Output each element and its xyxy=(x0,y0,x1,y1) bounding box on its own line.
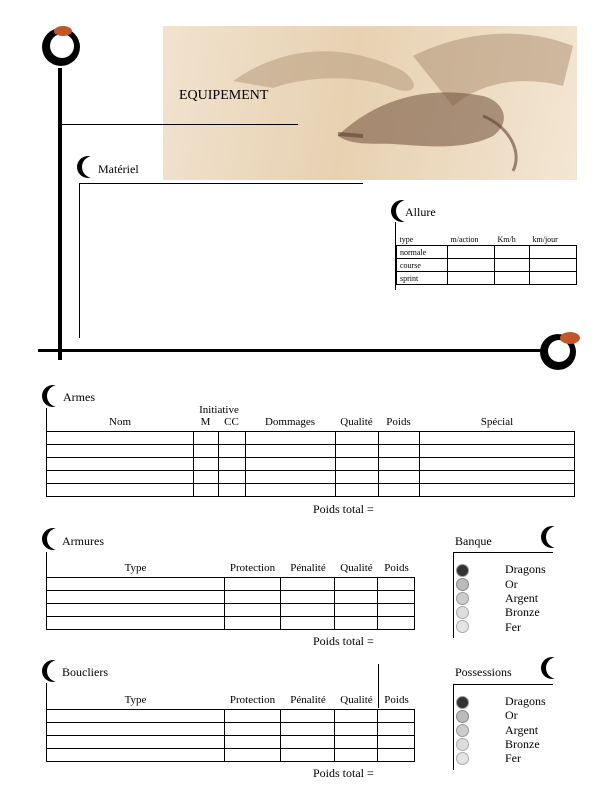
coin-dragons-icon xyxy=(456,564,469,577)
armes-table xyxy=(46,431,575,497)
boucliers-table xyxy=(46,709,415,762)
armures-table xyxy=(46,577,415,630)
title-rule xyxy=(62,124,298,125)
armes-col-cc: CC xyxy=(224,416,239,428)
armes-col-poids: Poids xyxy=(386,416,411,428)
armures-title: Armures xyxy=(62,534,104,548)
allure-row-sprint: sprint xyxy=(397,272,448,285)
armures-col-poids: Poids xyxy=(384,562,409,574)
allure-col-maction: m/action xyxy=(448,233,495,246)
armures-col-qualite: Qualité xyxy=(340,562,373,574)
boucliers-col-poids: Poids xyxy=(384,694,409,706)
coin-bronze-icon xyxy=(456,606,469,619)
allure-col-kmjour: km/jour xyxy=(530,233,577,246)
banque-rule xyxy=(453,552,553,553)
banque-coin-fer: Fer xyxy=(505,620,521,634)
emblem-right xyxy=(538,330,588,374)
armes-col-special: Spécial xyxy=(480,416,514,428)
allure-row-normale: normale xyxy=(397,246,448,259)
materiel-rule xyxy=(79,183,363,184)
banque-coin-or: Or xyxy=(505,577,518,591)
coin-dragons-icon xyxy=(456,696,469,709)
possessions-rule xyxy=(453,684,553,685)
banque-coin-argent: Argent xyxy=(505,591,539,605)
possessions-coin-argent: Argent xyxy=(505,723,539,737)
materiel-bar xyxy=(79,183,80,338)
allure-table xyxy=(396,233,577,285)
banque-title: Banque xyxy=(455,534,492,548)
armures-col-penalite: Pénalité xyxy=(290,562,326,574)
armes-col-qualite: Qualité xyxy=(340,416,373,428)
allure-col-kmh: Km/h xyxy=(495,233,530,246)
armes-initiative-header: Initiative xyxy=(199,404,239,416)
possessions-coin-bronze: Bronze xyxy=(505,737,540,751)
armures-total: Poids total = xyxy=(313,634,374,648)
coin-argent-icon xyxy=(456,724,469,737)
armes-total: Poids total = xyxy=(313,502,374,516)
coin-or-icon xyxy=(456,578,469,591)
possessions-title: Possessions xyxy=(455,665,512,679)
possessions-coin-fer: Fer xyxy=(505,751,521,765)
coin-argent-icon xyxy=(456,592,469,605)
emblem-top-left xyxy=(40,24,82,70)
page-title: EQUIPEMENT xyxy=(179,88,269,103)
boucliers-col-protection: Protection xyxy=(229,694,276,706)
main-divider xyxy=(38,349,548,352)
armures-col-type: Type xyxy=(124,562,147,574)
boucliers-col-penalite: Pénalité xyxy=(290,694,326,706)
boucliers-col-type: Type xyxy=(124,694,147,706)
moon-icon xyxy=(546,526,568,548)
armes-col-nom: Nom xyxy=(109,416,131,428)
allure-title: Allure xyxy=(405,205,436,219)
banque-bar xyxy=(453,552,454,638)
allure-row-course: course xyxy=(397,259,448,272)
allure-col-type: type xyxy=(397,233,448,246)
boucliers-title: Boucliers xyxy=(62,665,108,679)
armes-col-m: M xyxy=(200,416,211,428)
armures-col-protection: Protection xyxy=(229,562,276,574)
coin-bronze-icon xyxy=(456,738,469,751)
boucliers-col-qualite: Qualité xyxy=(340,694,373,706)
banque-coin-bronze: Bronze xyxy=(505,605,540,619)
coin-fer-icon xyxy=(456,752,469,765)
banque-coin-dragons: Dragons xyxy=(505,562,546,576)
coin-or-icon xyxy=(456,710,469,723)
armes-title: Armes xyxy=(63,390,95,404)
possessions-coin-or: Or xyxy=(505,708,518,722)
possessions-bar xyxy=(453,684,454,770)
materiel-title: Matériel xyxy=(98,162,139,176)
left-pole xyxy=(58,68,62,360)
coin-fer-icon xyxy=(456,620,469,633)
moon-icon xyxy=(546,657,568,679)
armes-col-dommages: Dommages xyxy=(264,416,316,428)
boucliers-total: Poids total = xyxy=(313,766,374,780)
possessions-coin-dragons: Dragons xyxy=(505,694,546,708)
